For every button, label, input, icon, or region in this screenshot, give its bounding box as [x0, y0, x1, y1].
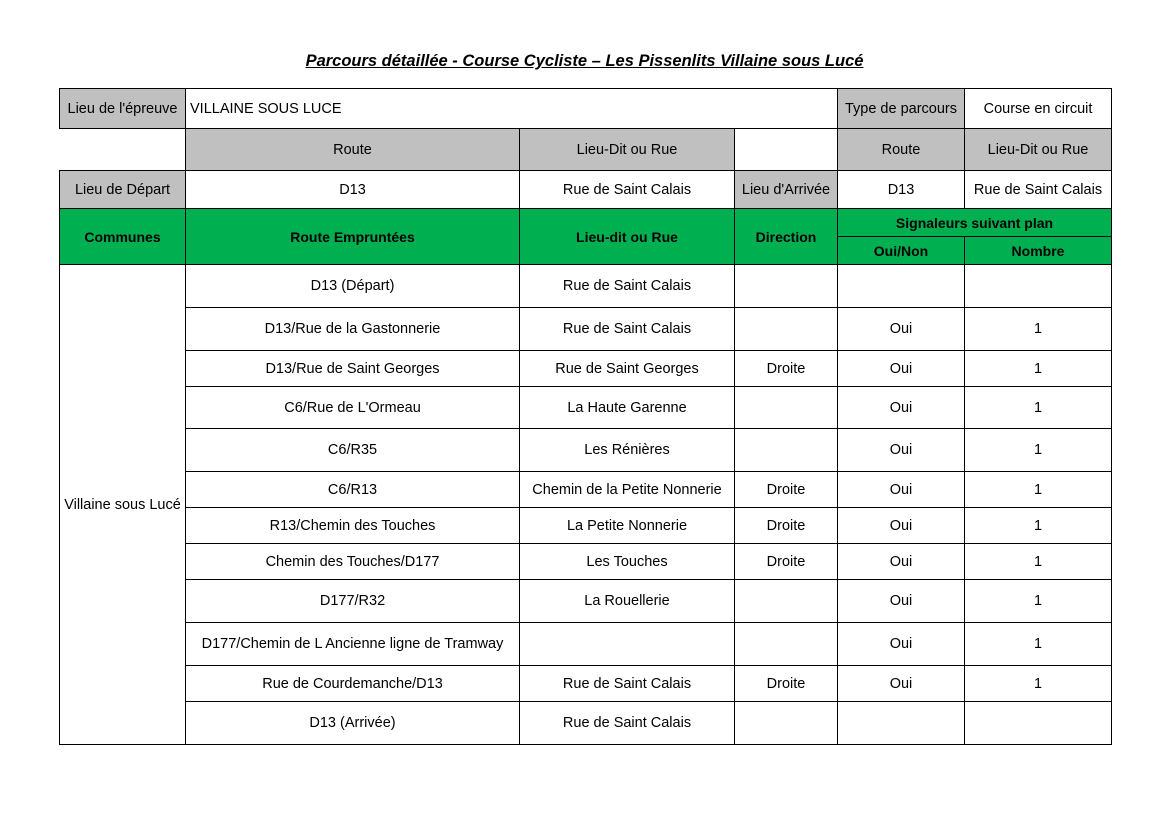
arrivee-label: Lieu d'Arrivée [735, 171, 838, 209]
direction-cell [735, 623, 838, 666]
route-cell: C6/R13 [186, 472, 520, 508]
route-cell: D177/R32 [186, 580, 520, 623]
oui-non-cell: Oui [838, 387, 965, 429]
route-cell: C6/Rue de L'Ormeau [186, 387, 520, 429]
col-signaleurs: Signaleurs suivant plan [838, 209, 1112, 237]
arrivee-lieu: Rue de Saint Calais [965, 171, 1112, 209]
nombre-cell [965, 265, 1112, 308]
nombre-cell: 1 [965, 472, 1112, 508]
arrivee-route: D13 [838, 171, 965, 209]
nombre-cell: 1 [965, 351, 1112, 387]
direction-cell [735, 429, 838, 472]
direction-cell: Droite [735, 544, 838, 580]
nombre-cell: 1 [965, 623, 1112, 666]
direction-cell: Droite [735, 351, 838, 387]
lieu-cell: La Haute Garenne [520, 387, 735, 429]
lieu-dit-label: Lieu-Dit ou Rue [520, 129, 735, 171]
lieu-cell: Rue de Saint Calais [520, 666, 735, 702]
table-row [60, 580, 1112, 623]
table-row [60, 308, 1112, 351]
direction-cell [735, 387, 838, 429]
column-header-row [60, 209, 1112, 237]
commune-cell: Villaine sous Lucé [60, 265, 186, 745]
nombre-cell [965, 702, 1112, 745]
lieu-cell: Rue de Saint Georges [520, 351, 735, 387]
nombre-cell: 1 [965, 308, 1112, 351]
empty-cell [60, 129, 186, 171]
table-row [60, 623, 1112, 666]
direction-cell: Droite [735, 472, 838, 508]
lieu-cell: La Rouellerie [520, 580, 735, 623]
route-cell: D13/Rue de la Gastonnerie [186, 308, 520, 351]
oui-non-cell: Oui [838, 544, 965, 580]
route-cell: D13 (Départ) [186, 265, 520, 308]
lieu-cell: La Petite Nonnerie [520, 508, 735, 544]
oui-non-cell: Oui [838, 351, 965, 387]
nombre-cell: 1 [965, 544, 1112, 580]
oui-non-cell: Oui [838, 429, 965, 472]
lieu-dit-label-2: Lieu-Dit ou Rue [965, 129, 1112, 171]
route-cell: D13/Rue de Saint Georges [186, 351, 520, 387]
type-parcours-value: Course en circuit [965, 89, 1112, 129]
table-row [60, 472, 1112, 508]
oui-non-cell: Oui [838, 508, 965, 544]
lieu-epreuve-value: VILLAINE SOUS LUCE [186, 89, 838, 129]
route-table [59, 88, 1112, 745]
table-row [60, 702, 1112, 745]
oui-non-cell [838, 265, 965, 308]
route-cell: Rue de Courdemanche/D13 [186, 666, 520, 702]
direction-cell [735, 308, 838, 351]
lieu-cell: Rue de Saint Calais [520, 308, 735, 351]
route-cell: R13/Chemin des Touches [186, 508, 520, 544]
table-row [60, 265, 1112, 308]
nombre-cell: 1 [965, 429, 1112, 472]
oui-non-cell: Oui [838, 666, 965, 702]
table-row [60, 387, 1112, 429]
route-cell: C6/R35 [186, 429, 520, 472]
direction-cell [735, 702, 838, 745]
oui-non-cell [838, 702, 965, 745]
col-lieu: Lieu-dit ou Rue [520, 209, 735, 265]
table-row [60, 666, 1112, 702]
direction-cell [735, 580, 838, 623]
nombre-cell: 1 [965, 387, 1112, 429]
col-route: Route Empruntées [186, 209, 520, 265]
col-nombre: Nombre [965, 237, 1112, 265]
nombre-cell: 1 [965, 580, 1112, 623]
lieu-cell: Les Rénières [520, 429, 735, 472]
oui-non-cell: Oui [838, 623, 965, 666]
lieu-cell: Chemin de la Petite Nonnerie [520, 472, 735, 508]
lieu-cell: Les Touches [520, 544, 735, 580]
nombre-cell: 1 [965, 508, 1112, 544]
table-row [60, 544, 1112, 580]
oui-non-cell: Oui [838, 472, 965, 508]
route-cell: D13 (Arrivée) [186, 702, 520, 745]
oui-non-cell: Oui [838, 308, 965, 351]
lieu-cell: Rue de Saint Calais [520, 265, 735, 308]
table-row [60, 351, 1112, 387]
type-parcours-label: Type de parcours [838, 89, 965, 129]
route-cell: D177/Chemin de L Ancienne ligne de Tramway [186, 623, 520, 666]
table-row [60, 429, 1112, 472]
lieu-cell [520, 623, 735, 666]
route-cell: Chemin des Touches/D177 [186, 544, 520, 580]
col-oui-non: Oui/Non [838, 237, 965, 265]
col-communes: Communes [60, 209, 186, 265]
header-row-epreuve [60, 89, 1112, 129]
header-row-depart-arrivee [60, 171, 1112, 209]
page-title: Parcours détaillée - Course Cycliste – Les Pissenlits Villaine sous Lucé [305, 52, 864, 70]
header-row-labels [60, 129, 1112, 171]
direction-cell [735, 265, 838, 308]
table-row [60, 508, 1112, 544]
col-direction: Direction [735, 209, 838, 265]
nombre-cell: 1 [965, 666, 1112, 702]
route-label-2: Route [838, 129, 965, 171]
depart-label: Lieu de Départ [60, 171, 186, 209]
route-label: Route [186, 129, 520, 171]
lieu-cell: Rue de Saint Calais [520, 702, 735, 745]
depart-lieu: Rue de Saint Calais [520, 171, 735, 209]
lieu-epreuve-label: Lieu de l'épreuve [60, 89, 186, 129]
direction-cell: Droite [735, 508, 838, 544]
oui-non-cell: Oui [838, 580, 965, 623]
depart-route: D13 [186, 171, 520, 209]
direction-cell: Droite [735, 666, 838, 702]
empty-cell [735, 129, 838, 171]
